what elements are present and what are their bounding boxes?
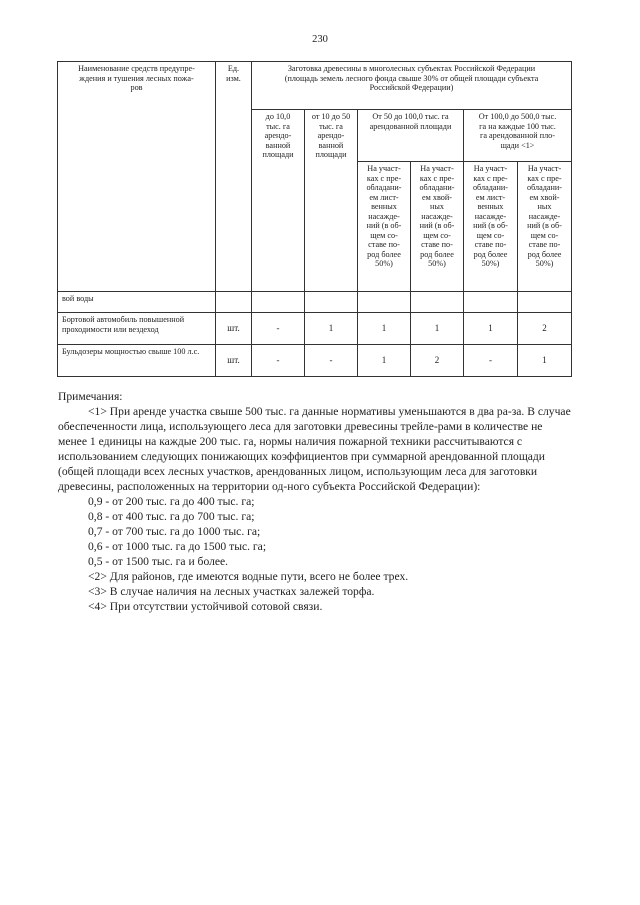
header-name: Наименование средств предупре- ждения и тушения лесных пожа- ров [58, 62, 216, 292]
notes-heading: Примечания: [58, 390, 123, 403]
header-group: Заготовка древесины в многолесных субъектах Российской Федерации (площадь земель лесного фонда свыше 30% от общей площади субъекта Российской Федерации) [252, 62, 572, 110]
cell-value: 2 [411, 345, 464, 377]
cell-value: 1 [358, 313, 411, 345]
note-2: <2> Для районов, где имеются водные пути, всего не более трех. [88, 570, 409, 583]
coefficient-item: 0,7 - от 700 тыс. га до 1000 тыс. га; [88, 525, 261, 538]
cell-value: 1 [411, 313, 464, 345]
note-3: <3> В случае наличия на лесных участках залежей торфа. [88, 585, 375, 598]
header-sub-sub-col: На участ- ках с пре- обладани- ем хвой- ных насажде- ний (в об- щем со- ставе по- род более 50%) [518, 162, 572, 292]
table-row [58, 313, 572, 345]
page-number: 230 [312, 34, 328, 45]
table-row [58, 345, 572, 377]
coefficient-item: 0,9 - от 200 тыс. га до 400 тыс. га; [88, 495, 255, 508]
cell-value: - [464, 345, 518, 377]
notes-section [58, 389, 573, 614]
cell-value: - [305, 345, 358, 377]
coefficient-item: 0,8 - от 400 тыс. га до 700 тыс. га; [88, 510, 255, 523]
row-unit [216, 292, 252, 313]
cell-value [358, 292, 411, 313]
header-sub-sub-col: На участ- ках с пре- обладани- ем лист- венных насажде- ний (в об- щем со- ставе по- род более 50%) [464, 162, 518, 292]
cell-value: 1 [305, 313, 358, 345]
coefficient-item: 0,6 - от 1000 тыс. га до 1500 тыс. га; [88, 540, 267, 553]
header-sub-col: От 100,0 до 500,0 тыс. га на каждые 100 тыс. га арендованной пло- щади <1> [464, 110, 572, 162]
header-unit: Ед. изм. [216, 62, 252, 292]
cell-value [464, 292, 518, 313]
header-sub-col: От 50 до 100,0 тыс. га арендованной площади [358, 110, 464, 162]
header-sub-col: от 10 до 50 тыс. га арендо- ванной площади [305, 110, 358, 292]
row-name: Бортовой автомобиль повышенной проходимости или вездеход [58, 313, 216, 345]
row-name: Бульдозеры мощностью свыше 100 л.с. [58, 345, 216, 377]
header-sub-col: до 10,0 тыс. га арендо- ванной площади [252, 110, 305, 292]
note-4: <4> При отсутствии устойчивой сотовой связи. [88, 600, 323, 613]
row-name: вой воды [58, 292, 216, 313]
cell-value [411, 292, 464, 313]
header-sub-sub-col: На участ- ках с пре- обладани- ем хвой- ных насажде- ний (в об- щем со- ставе по- род более 50%) [411, 162, 464, 292]
cell-value: 1 [518, 345, 572, 377]
table-row [58, 292, 572, 313]
cell-value: 1 [358, 345, 411, 377]
header-sub-sub-col: На участ- ках с пре- обладани- ем лист- венных насажде- ний (в об- щем со- ставе по- род более 50%) [358, 162, 411, 292]
cell-value: 1 [464, 313, 518, 345]
cell-value: - [252, 345, 305, 377]
cell-value: 2 [518, 313, 572, 345]
note-1: <1> При аренде участка свыше 500 тыс. га данные нормативы уменьшаются в два ра-за. В случае обеспеченности лица, использующего леса для заготовки древесины трейле-рами в количестве не менее 1 единицы на каждые 200 тыс. га, нормы наличия пожарной техники рассчитываются с использованием следующих понижающих коэффициентов при суммарной арендованной площади (общей площади всех лесных участков, арендованных лицом, использующим леса для заготовки древесины, расположенных на территории од-ного субъекта Российской Федерации): [58, 405, 571, 493]
cell-value [518, 292, 572, 313]
cell-value [252, 292, 305, 313]
equipment-norms-table [57, 61, 572, 377]
cell-value: - [252, 313, 305, 345]
cell-value [305, 292, 358, 313]
row-unit: шт. [216, 345, 252, 377]
row-unit: шт. [216, 313, 252, 345]
coefficient-item: 0,5 - от 1500 тыс. га и более. [88, 555, 229, 568]
